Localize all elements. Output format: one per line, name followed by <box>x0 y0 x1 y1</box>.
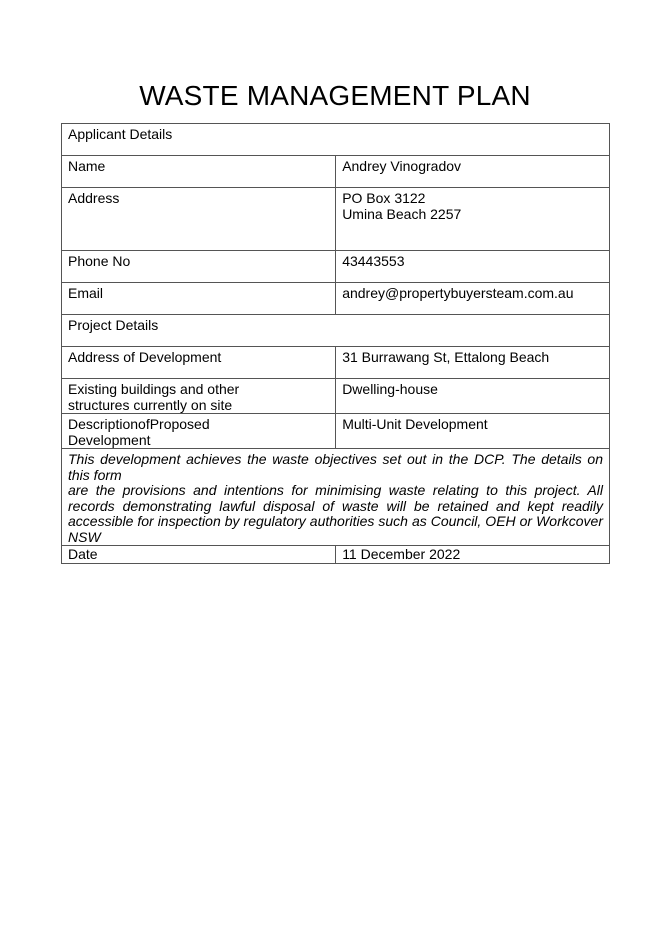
table-row <box>62 283 610 315</box>
table-row <box>62 379 610 414</box>
table-row <box>62 188 610 251</box>
date-label: Date <box>62 546 336 564</box>
existing-structures-value: Dwelling-house <box>336 379 610 414</box>
date-value: 11 December 2022 <box>336 546 610 564</box>
table-row <box>62 414 610 449</box>
table-row <box>62 449 610 546</box>
address-label: Address <box>62 188 336 251</box>
table-row <box>62 124 610 156</box>
name-value: Andrey Vinogradov <box>336 156 610 188</box>
statement-line-2: are the provisions and intentions for minimising waste relating to this project. All records demonstrating lawful disposal of waste will be retained and kept readily accessible for inspection by regulatory authorities such as Council, OEH or Workcover NSW <box>68 482 603 545</box>
proposed-development-label-line-2: Development <box>68 431 151 448</box>
phone-value: 43443553 <box>336 251 610 283</box>
page-title: WASTE MANAGEMENT PLAN <box>139 80 531 111</box>
table-row <box>62 546 610 564</box>
waste-objectives-statement <box>62 449 610 546</box>
proposed-development-label-line-1: DescriptionofProposed <box>68 416 210 432</box>
address-value <box>336 188 610 251</box>
development-address-value: 31 Burrawang St, Ettalong Beach <box>336 347 610 379</box>
phone-label: Phone No <box>62 251 336 283</box>
proposed-development-label <box>62 414 336 449</box>
applicant-details-heading: Applicant Details <box>62 124 610 156</box>
email-value: andrey@propertybuyersteam.com.au <box>336 283 610 315</box>
email-label: Email <box>62 283 336 315</box>
existing-structures-label-line-2: structures currently on site <box>68 396 233 413</box>
table-row <box>62 347 610 379</box>
development-address-label: Address of Development <box>62 347 336 379</box>
table-row <box>62 315 610 347</box>
waste-management-form-table <box>61 123 610 564</box>
existing-structures-label-line-1: Existing buildings and other <box>68 381 240 397</box>
existing-structures-label <box>62 379 336 414</box>
statement-line-1: This development achieves the waste objectives set out in the DCP. The details on this form <box>68 451 603 483</box>
address-line-2: Umina Beach 2257 <box>342 205 462 222</box>
project-details-heading: Project Details <box>62 315 610 347</box>
table-row <box>62 251 610 283</box>
address-line-1: PO Box 3122 <box>342 190 426 206</box>
table-row <box>62 156 610 188</box>
name-label: Name <box>62 156 336 188</box>
proposed-development-value: Multi-Unit Development <box>336 414 610 449</box>
